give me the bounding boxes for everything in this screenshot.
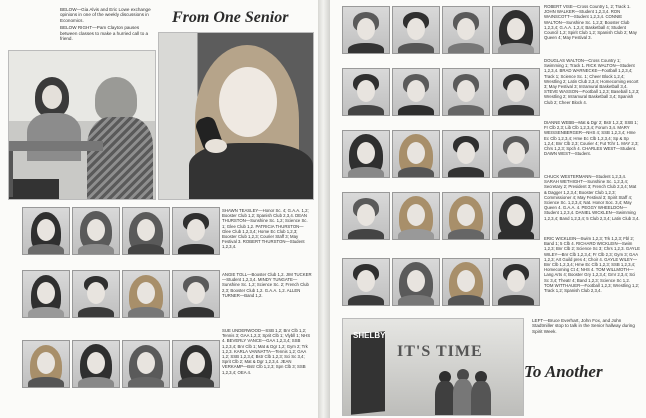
student-portrait <box>342 258 390 306</box>
student-portrait <box>122 207 170 255</box>
right-page <box>330 0 646 418</box>
student-bio-block: ROBERT VISE—Cross Country 1, 2; Track 1. JOHN WALKER—Student 1,2,3,4. RON WAINSCOTT—Student 1,2,3,4. CONNIE WALTON—Sunshine Sc. 1,2,3; Booster Club 1,2,3,4; G.A.A. 1,2,4; Basketball 4; Student Council 1,2; Spirit Club 1,2; Spanish Club 2; May Queen 4; May Festival 3. <box>544 4 637 41</box>
student-portrait <box>22 207 70 255</box>
banner-its-time-text: IT'S TIME <box>397 343 483 360</box>
student-portrait <box>122 340 170 388</box>
student-portrait <box>122 270 170 318</box>
left-page <box>0 0 318 418</box>
book-gutter <box>318 0 330 418</box>
student-portrait <box>172 270 220 318</box>
student-portrait <box>392 6 440 54</box>
caption-economics: BELOW—Gia Alvis and Eric Lowe exchange opinions in one of the weekly discussions in Economics. <box>60 7 151 23</box>
phone-call-photo <box>158 32 314 200</box>
student-portrait <box>442 130 490 178</box>
student-portrait <box>392 192 440 240</box>
student-portrait <box>172 207 220 255</box>
student-bio-block: ANGIE TOLL—Booster Club 1,2. JIM TUCKER—Student 1,2,3,4. MINDY TUNGATE—Sunshine Sc. 1,2; Science Sc. 2; French Club 2,3; Booster Club 1,2. G.A.A. 1,2. ALLEN TURNER—Band 1,2. <box>222 272 312 298</box>
student-portrait <box>22 340 70 388</box>
student-portrait <box>342 6 390 54</box>
student-portrait <box>22 270 70 318</box>
student-portrait <box>492 68 540 116</box>
student-bio-block: CHUCK WESTERMANN—Student 1,2,3,4. SARAH WETHIGHT—Sunshine Sc. 1,2,3,4; Secretary 2; President 3; French Club 2,3,4; Mat & Dagger 1,2,3,4; Booster Club 1,2,3; Commissioner 4; May Festival 3; Spirit Staff 4; Science Sc. 1,2,3,4; Nat. Honor Soc. 3,4; May Queen 4. G.A.A. 4. PEGGY WHEELDON—Student 1,2,3,4. DANIEL WICKLEN—Swimming 1,2,3,4; Band 1,2,3,4; 5 Club 2,3,4; Latin Club 3,4. <box>544 174 640 221</box>
photo-caption-top <box>60 7 152 43</box>
student-portrait <box>492 130 540 178</box>
page-title-right: To Another <box>524 362 603 381</box>
student-portrait <box>72 207 120 255</box>
classroom-photo <box>8 50 156 200</box>
page-title-left: From One Senior <box>172 9 289 26</box>
student-portrait <box>392 68 440 116</box>
student-portrait <box>492 258 540 306</box>
student-portrait <box>392 130 440 178</box>
student-portrait <box>342 192 390 240</box>
student-bio-block: SUE UNDERWOOD—SSB 1,2; Bnr Clb 1,2; Tennis 3; GAA 1,2,3; Sprit Clb 1; Vlybll 1; NHS 4. BEVERLY VANCE—GAA 1,2,3,4; SSB 1,2,3,4; Bnr Clb 1; Mat & Dgr 1,2; Gym 2; Trk 1,2,3. KARLA VANNATTA—Tennis 1,2; GAA 1,2; SSB 1,2,3,4; Bstr Clb 1,2,3; Sci Sc 3,4; Sprit Clb 2; Mat & Dgr 1,2,3,4. JEAN VERKAMP—Bstr Clb 1,2,3; Spn Clb 3; SSB 1,2,3,4; OEA 4. <box>222 328 311 375</box>
caption-phone-call: BELOW RIGHT—Pam Clayton pauses between classes to make a hurried call to a friend. <box>60 25 149 42</box>
student-portrait <box>342 130 390 178</box>
student-bio-block: DOUGLAS WALTON—Cross Country 1; Swimming 1; Track 1. RICK WALTON—Student 1,2,3,4. BRAD WARNECKE—Football 1,2,3,4; Track 1; Science Sc. 1; Cheer Block 1,2,4; Wrestling 2; Latin Club 2,3,4; Homecoming escort 3; May Festival 3; Intramural Basketball 3,4. STEVE WASSON—Football 1,2,3; Baseball 1,2,3; Wrestling 2; Intramural Basketball 3,4; Spanish Club 2; Cheer Block 4. <box>544 58 640 105</box>
hallway-photo <box>342 318 524 416</box>
student-bio-block: ERIC WICKLEIN—Swim 1,2,3; Trk 1,2,3; Fbl 2; Band 1; 5 Clb 4. RICHARD WICKLEIN—Swim 1,2,3; Bnr Clb 2; Science Sc 3; Chrs 1,2,3. GAYLE WILEY—Bnr Clb 1,2,3,4; Fr Clb 2,3; Gym 3; GAA 1,2,3; Art Guild pres 4; Choir 4. GAYLE WILEY—Bnr Clb 1,2,3,4; Hme Ec Clb 1,2,3; SSB 1,2,3,4; Homecoming Ct 4; NHS 4. TOM WILLMOTH—Lang Arts 4; Booster Gry 1,2,3,4; Gmr 2,3,4; Sci Sc 3,4; Theatr 4; Band 1,2,3; Science Sc 1,2. TOM WITTHAUER—Football 1,2,3; Wrestling 1,2; Track 1,2; Spanish Club 2,3,4. <box>544 236 640 294</box>
student-portrait <box>442 6 490 54</box>
student-portrait <box>172 340 220 388</box>
student-portrait <box>492 192 540 240</box>
student-portrait <box>72 270 120 318</box>
student-portrait <box>442 192 490 240</box>
student-bio-block: DIANNE WEBB—Mat & Dgr 2; Bstr 1,2,3; SSB 1; Fr Clb 2,3; Lib Clb 1,2,3,4; Forum 3,4. MARY WEISSENBERGER—NHS 4; SSB 1,2,3,4; Hme Ec Clb 1,2,3,4; Hme Ec Clb 1,2,3,4; Sp & Sp 1,2,4; Bnr Clb 2,3; Courier 4; Fut Tchr 1. MAY 2,3; Chrs 1,2,3; Spch 4. CHARLES WEST—Student. DAWN WEST—Student. <box>544 120 639 157</box>
student-portrait <box>442 258 490 306</box>
student-bio-block: SHAWN TEASLEY—Honor Sc. 4; G.A.A. 1,2; Booster Club 1,2; Spanish Club 2,3,4. DEAN THURSTON—Sunshine Sc. 1,2; Science Sc. 1; Glee Club 1,2. PATRICIA THURSTON—Glee Club 1,2,3,4; Home Ec Club 1,2,3; Booster Club 1,2,3; Courier Staff 3; May Festival 3. ROBERT THURSTON—Student 1,2,3,4. <box>222 208 309 250</box>
student-portrait <box>442 68 490 116</box>
student-portrait <box>492 6 540 54</box>
photo-caption-bottom: LEFT—Bruce Everhart, John Fox, and John Stadtmiller stop to talk in the Senior hallway during Spirit Week. <box>532 318 635 334</box>
banner-shelby-text: SHELBY <box>353 331 386 340</box>
student-portrait <box>392 258 440 306</box>
student-portrait <box>342 68 390 116</box>
student-portrait <box>72 340 120 388</box>
